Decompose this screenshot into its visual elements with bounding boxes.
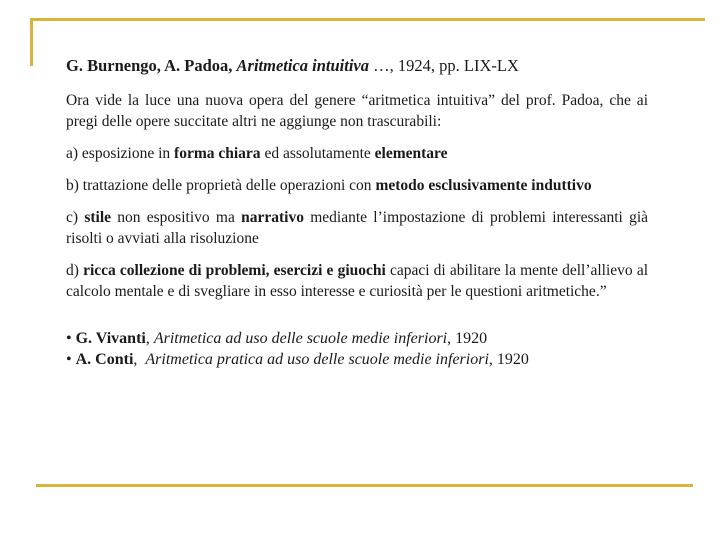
point-c-text-3: mediante l’impostazione di problemi interessanti già risolti o avviati alla risoluzione xyxy=(66,209,649,247)
reference-list xyxy=(66,328,648,370)
citation-heading xyxy=(66,56,648,76)
reference-item xyxy=(66,349,648,370)
bullet-icon: • xyxy=(66,351,76,368)
point-a-text-2: ed assolutamente xyxy=(260,145,375,162)
reference-separator: , xyxy=(133,351,146,368)
reference-author: A. Conti xyxy=(75,351,134,368)
intro-paragraph: Ora vide la luce una nuova opera del genere “aritmetica intuitiva” del prof. Padoa, che ai pregi delle opere succitate altri ne aggiunge non trascurabili: xyxy=(66,92,648,130)
point-d-text-1: d) xyxy=(66,262,84,279)
point-d-text-2: capaci di abilitare la mente dell’allievo al calcolo mentale e di svegliare in esso interesse e curiosità per le questioni aritmetiche.” xyxy=(66,262,648,300)
frame-bottom-rule xyxy=(36,484,693,487)
reference-author: G. Vivanti xyxy=(75,330,146,347)
reference-separator: , xyxy=(145,330,154,347)
reference-title: Aritmetica ad uso delle scuole medie inferiori xyxy=(153,330,448,347)
frame-left-rule xyxy=(30,18,33,66)
reference-title: Aritmetica pratica ad uso delle scuole medie inferiori xyxy=(145,351,489,368)
point-b-bold-1: metodo esclusivamente induttivo xyxy=(375,177,592,194)
point-c-bold-2: narrativo xyxy=(241,209,304,226)
reference-year: , 1920 xyxy=(488,351,529,368)
slide-content xyxy=(66,56,648,370)
heading-authors: G. Burnengo, A. Padoa, xyxy=(66,56,233,75)
point-a xyxy=(66,143,648,164)
heading-title: Aritmetica intuitiva xyxy=(236,56,369,75)
point-a-bold-1: forma chiara xyxy=(174,145,261,162)
point-c-text-1: c) xyxy=(66,209,85,226)
point-b-text-1: b) trattazione delle proprietà delle operazioni con xyxy=(66,177,376,194)
point-b xyxy=(66,175,648,196)
reference-year: , 1920 xyxy=(447,330,488,347)
heading-details: …, 1924, pp. LIX-LX xyxy=(369,56,519,75)
bullet-icon: • xyxy=(66,330,76,347)
reference-item xyxy=(66,328,648,349)
point-d xyxy=(66,260,648,302)
point-c-text-2: non espositivo ma xyxy=(111,209,242,226)
point-d-bold-1: ricca collezione di problemi, esercizi e giuochi xyxy=(83,262,386,279)
frame-top-rule xyxy=(30,18,705,21)
point-c xyxy=(66,207,648,249)
point-a-text-1: a) esposizione in xyxy=(66,145,175,162)
point-c-bold-1: stile xyxy=(84,209,111,226)
point-a-bold-2: elementare xyxy=(374,145,448,162)
